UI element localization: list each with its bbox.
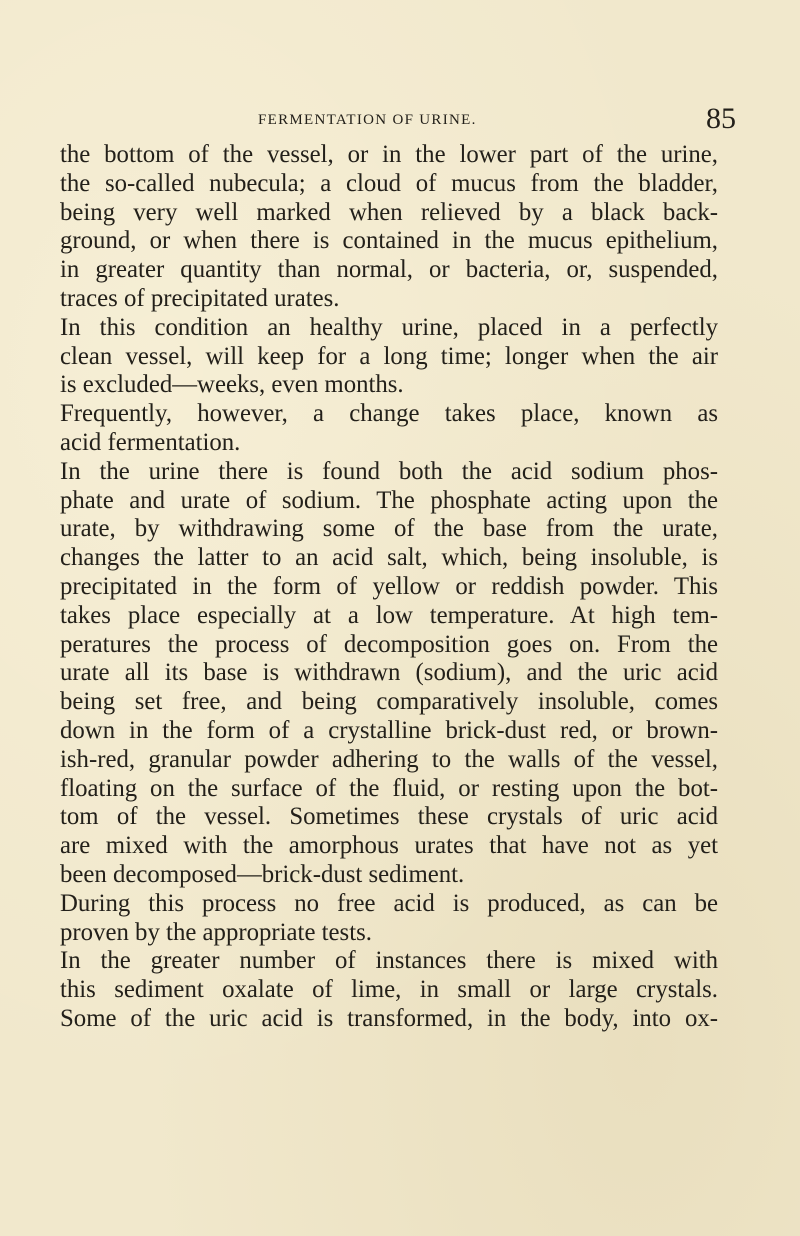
text-line: urate, by withdrawing some of the base from the urate,: [60, 515, 718, 543]
text-line: are mixed with the amorphous urates that have not as yet: [60, 832, 718, 860]
paragraph-first-line: In the urine there is found both the acid sodium phos-: [60, 457, 718, 485]
text-line: urate all its base is withdrawn (sodium), and the uric acid: [60, 659, 718, 687]
text-line: is excluded—weeks, even months.: [60, 371, 404, 399]
running-head: FERMENTATION OF URINE.: [258, 112, 477, 128]
paragraph-first-line: Frequently, however, a change takes place, known as: [60, 400, 718, 428]
text-line: Some of the uric acid is transformed, in the body, into ox-: [60, 1004, 718, 1032]
text-line: floating on the surface of the fluid, or resting upon the bot-: [60, 774, 718, 802]
text-line: ish-red, granular powder adhering to the walls of the vessel,: [60, 745, 718, 773]
text-line: precipitated in the form of yellow or reddish powder. This: [60, 572, 718, 600]
text-line: the bottom of the vessel, or in the lower part of the urine,: [60, 141, 718, 168]
text-line: in greater quantity than normal, or bacteria, or, suspended,: [60, 256, 718, 284]
paragraph-first-line: During this process no free acid is produced, as can be: [60, 889, 718, 917]
text-line: phate and urate of sodium. The phosphate acting upon the: [60, 486, 718, 514]
body-text: [60, 141, 718, 1034]
text-line: changes the latter to an acid salt, which, being insoluble, is: [60, 544, 718, 572]
text-line: being very well marked when relieved by a black back-: [60, 198, 718, 226]
text-line: traces of precipitated urates.: [60, 284, 340, 312]
page-number: 85: [706, 102, 736, 135]
text-line: down in the form of a crystalline brick-dust red, or brown-: [60, 716, 718, 744]
text-line: clean vessel, will keep for a long time; longer when the air: [60, 342, 718, 370]
text-line: the so-called nubecula; a cloud of mucus from the bladder,: [60, 169, 718, 197]
text-line: proven by the appropriate tests.: [60, 918, 372, 946]
paragraph-first-line: In the greater number of instances there is mixed with: [60, 947, 718, 975]
text-line: this sediment oxalate of lime, in small or large crystals.: [60, 976, 718, 1004]
text-line: acid fermentation.: [60, 428, 241, 456]
text-line: takes place especially at a low temperature. At high tem-: [60, 601, 718, 629]
text-line: being set free, and being comparatively insoluble, comes: [60, 688, 718, 716]
text-line: tom of the vessel. Sometimes these crystals of uric acid: [60, 803, 718, 831]
text-line: been decomposed—brick-dust sediment.: [60, 860, 465, 888]
paragraph-first-line: In this condition an healthy urine, placed in a perfectly: [60, 313, 718, 341]
text-line: peratures the process of decomposition goes on. From the: [60, 630, 718, 658]
text-line: ground, or when there is contained in the mucus epithelium,: [60, 227, 718, 255]
